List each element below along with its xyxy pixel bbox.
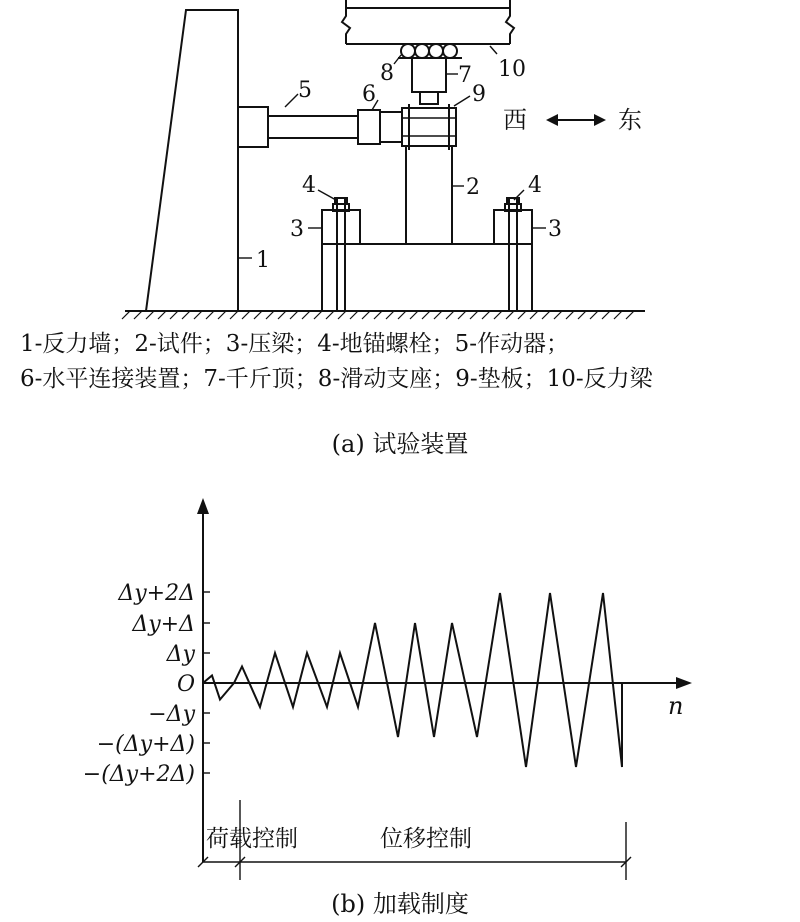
jack-piston xyxy=(420,92,438,104)
anchor-bolt-left xyxy=(333,198,349,311)
loading-series xyxy=(203,593,622,767)
label-8: 8 xyxy=(380,61,394,86)
sliding-support-rollers xyxy=(398,44,462,58)
y-axis-arrow xyxy=(197,498,209,514)
hatch-mark xyxy=(170,311,178,319)
horizontal-connector xyxy=(358,110,380,144)
hatch-mark xyxy=(374,311,382,319)
connector-plate xyxy=(380,112,402,142)
hatch-mark xyxy=(530,311,538,319)
legend-line-1: 1-反力墙；2-试件；3-压梁；4-地锚螺栓；5-作动器； xyxy=(20,331,570,357)
hatch-mark xyxy=(314,311,322,319)
ground-hatch xyxy=(122,311,634,319)
hatch-mark xyxy=(410,311,418,319)
hatch-mark xyxy=(626,311,634,319)
reaction-beam xyxy=(342,0,514,44)
test-apparatus xyxy=(122,0,645,319)
jack-body xyxy=(412,58,446,92)
tick-label-m3: −(Δy+2Δ) xyxy=(82,762,195,787)
actuator-rod xyxy=(268,116,358,138)
hatch-mark xyxy=(350,311,358,319)
reaction-wall xyxy=(146,10,238,311)
hatch-mark xyxy=(302,311,310,319)
label-9: 9 xyxy=(472,82,486,107)
hatch-mark xyxy=(194,311,202,319)
hatch-mark xyxy=(218,311,226,319)
phase-displacement-control: 位移控制 xyxy=(380,826,472,852)
legend-line-2: 6-水平连接装置；7-千斤顶；8-滑动支座；9-垫板；10-反力梁 xyxy=(20,366,653,392)
double-arrow-icon xyxy=(546,114,606,126)
hatch-mark xyxy=(146,311,154,319)
hatch-mark xyxy=(338,311,346,319)
hatch-mark xyxy=(470,311,478,319)
anchor-bolt-right xyxy=(505,198,521,311)
hatch-mark xyxy=(494,311,502,319)
label-1: 1 xyxy=(256,248,270,273)
label-3-left: 3 xyxy=(290,217,304,242)
label-10: 10 xyxy=(498,57,526,82)
press-beam-left xyxy=(322,210,360,244)
direction-east: 东 xyxy=(618,106,642,134)
hatch-mark xyxy=(278,311,286,319)
loading-series-line xyxy=(203,593,622,767)
caption-b: (b) 加载制度 xyxy=(331,890,469,918)
hatch-mark xyxy=(254,311,262,319)
press-beam-right xyxy=(494,210,532,244)
hatch-mark xyxy=(230,311,238,319)
base-beam xyxy=(322,244,532,311)
hatch-mark xyxy=(602,311,610,319)
hatch-mark xyxy=(206,311,214,319)
tick-label-p2: Δy+Δ xyxy=(132,612,195,637)
hatch-mark xyxy=(362,311,370,319)
hatch-mark xyxy=(422,311,430,319)
x-axis-label: n xyxy=(668,692,684,720)
hatch-mark xyxy=(434,311,442,319)
hatch-mark xyxy=(326,311,334,319)
hatch-mark xyxy=(458,311,466,319)
actuator-mount xyxy=(238,107,268,147)
hatch-mark xyxy=(578,311,586,319)
hatch-mark xyxy=(182,311,190,319)
hatch-mark xyxy=(482,311,490,319)
tick-label-p3: Δy+2Δ xyxy=(118,581,195,606)
label-6: 6 xyxy=(362,82,376,107)
label-7: 7 xyxy=(458,63,472,88)
label-5: 5 xyxy=(298,78,312,103)
hatch-mark xyxy=(446,311,454,319)
hatch-mark xyxy=(242,311,250,319)
x-axis-arrow xyxy=(676,677,692,689)
tick-label-m1: −Δy xyxy=(148,702,195,727)
specimen-column xyxy=(406,146,452,244)
hatch-mark xyxy=(518,311,526,319)
hatch-mark xyxy=(134,311,142,319)
label-3-right: 3 xyxy=(548,217,562,242)
hatch-mark xyxy=(554,311,562,319)
hatch-mark xyxy=(590,311,598,319)
origin-label: O xyxy=(176,672,195,697)
loading-protocol-chart xyxy=(83,498,692,880)
hatch-mark xyxy=(290,311,298,319)
phase-load-control: 荷载控制 xyxy=(206,826,298,852)
hatch-mark xyxy=(506,311,514,319)
direction-west: 西 xyxy=(503,106,527,134)
tick-label-p1: Δy xyxy=(166,642,195,667)
hatch-mark xyxy=(386,311,394,319)
hatch-mark xyxy=(566,311,574,319)
hatch-mark xyxy=(266,311,274,319)
specimen-head-plate xyxy=(402,108,456,146)
hatch-mark xyxy=(542,311,550,319)
label-2: 2 xyxy=(466,175,480,200)
hatch-mark xyxy=(122,311,130,319)
caption-a: (a) 试验装置 xyxy=(331,430,469,458)
hatch-mark xyxy=(398,311,406,319)
hatch-mark xyxy=(614,311,622,319)
hatch-mark xyxy=(158,311,166,319)
label-4-right: 4 xyxy=(528,173,542,198)
tick-label-m2: −(Δy+Δ) xyxy=(96,732,195,757)
label-4-left: 4 xyxy=(302,173,316,198)
